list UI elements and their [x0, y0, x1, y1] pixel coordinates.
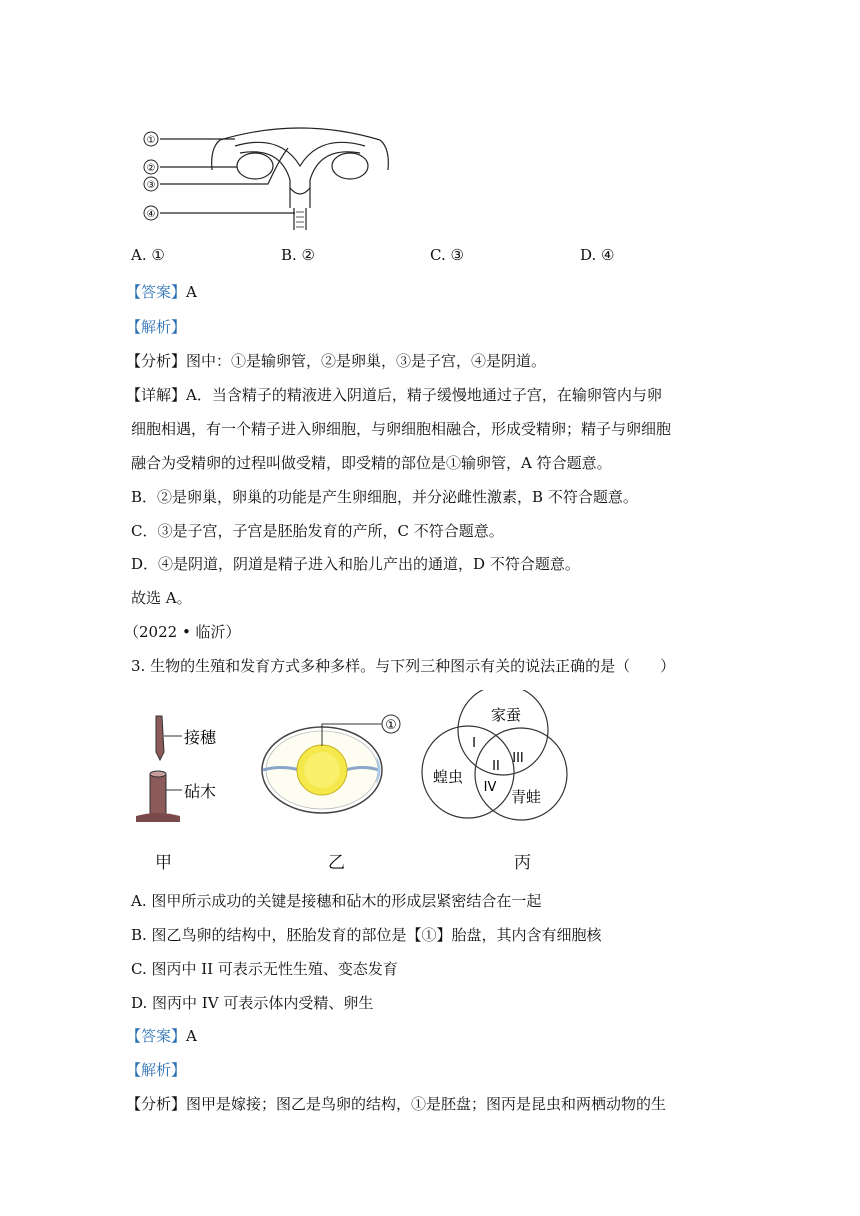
venn-figure	[418, 690, 573, 832]
detail-line-3: 融合为受精卵的过程叫做受精，即受精的部位是①输卵管，A 符合题意。	[131, 454, 612, 472]
q3-option-d: D. 图丙中 IV 可表示体内受精、卵生	[131, 994, 374, 1012]
grafting-figure	[134, 712, 244, 824]
caption-yi: 乙	[328, 853, 345, 873]
fig-label-3: ③	[146, 180, 156, 191]
option-a: A. ①	[131, 246, 165, 264]
q3-analysis-tag: 【解析】	[126, 1061, 187, 1079]
caption-jia: 甲	[155, 853, 172, 873]
venn-locust: 蝗虫	[432, 768, 464, 786]
fig-label-1: ①	[146, 135, 156, 146]
detail-line-5: C．③是子宫，子宫是胚胎发育的产所，C 不符合题意。	[131, 522, 504, 540]
fig-label-4: ④	[146, 209, 156, 220]
venn-region-3: III	[512, 751, 524, 766]
reproductive-system-figure	[140, 118, 390, 232]
option-c: C. ③	[430, 246, 464, 264]
detail-line-1: 【详解】A．当含精子的精液进入阴道后，精子缓慢地通过子宫，在输卵管内与卵	[126, 386, 662, 404]
q3-option-c: C. 图丙中 II 可表示无性生殖、变态发育	[131, 960, 398, 978]
detail-line-6: D．④是阴道，阴道是精子进入和胎儿产出的通道，D 不符合题意。	[131, 555, 580, 573]
venn-region-1: I	[472, 736, 476, 751]
source-line: （2022 • 临沂）	[124, 623, 241, 641]
q3-analyze-line: 【分析】图甲是嫁接；图乙是鸟卵的结构，①是胚盘；图丙是昆虫和两栖动物的生	[126, 1095, 667, 1113]
analysis-tag: 【解析】	[126, 318, 187, 336]
q3-option-b: B. 图乙鸟卵的结构中，胚胎发育的部位是【①】胎盘，其内含有细胞核	[131, 926, 602, 944]
q3-answer-line: 【答案】A	[126, 1027, 197, 1045]
analyze-line: 【分析】图中：①是输卵管，②是卵巢，③是子宫，④是阴道。	[126, 352, 547, 370]
venn-silkworm: 家蚕	[490, 706, 522, 724]
scion-label: 接穗	[184, 728, 217, 747]
detail-line-7: 故选 A。	[131, 589, 192, 607]
caption-bing: 丙	[514, 853, 531, 873]
venn-frog: 青蛙	[510, 788, 542, 806]
venn-region-2: II	[492, 759, 500, 774]
question-stem: 3. 生物的生殖和发育方式多种多样。与下列三种图示有关的说法正确的是（ ）	[131, 657, 676, 675]
detail-line-2: 细胞相遇，有一个精子进入卵细胞，与卵细胞相融合，形成受精卵；精子与卵细胞	[131, 420, 672, 438]
option-b: B. ②	[281, 246, 316, 264]
bird-egg-figure	[255, 710, 415, 820]
venn-region-4: IV	[483, 780, 497, 795]
fig-label-2: ②	[146, 163, 156, 174]
detail-line-4: B．②是卵巢，卵巢的功能是产生卵细胞，并分泌雌性激素，B 不符合题意。	[131, 488, 638, 506]
stock-label: 砧木	[184, 782, 217, 801]
egg-label-1: ①	[385, 718, 397, 733]
q3-option-a: A. 图甲所示成功的关键是接穗和砧木的形成层紧密结合在一起	[131, 892, 542, 910]
option-d: D. ④	[580, 246, 615, 264]
answer-line: 【答案】A	[126, 283, 197, 301]
